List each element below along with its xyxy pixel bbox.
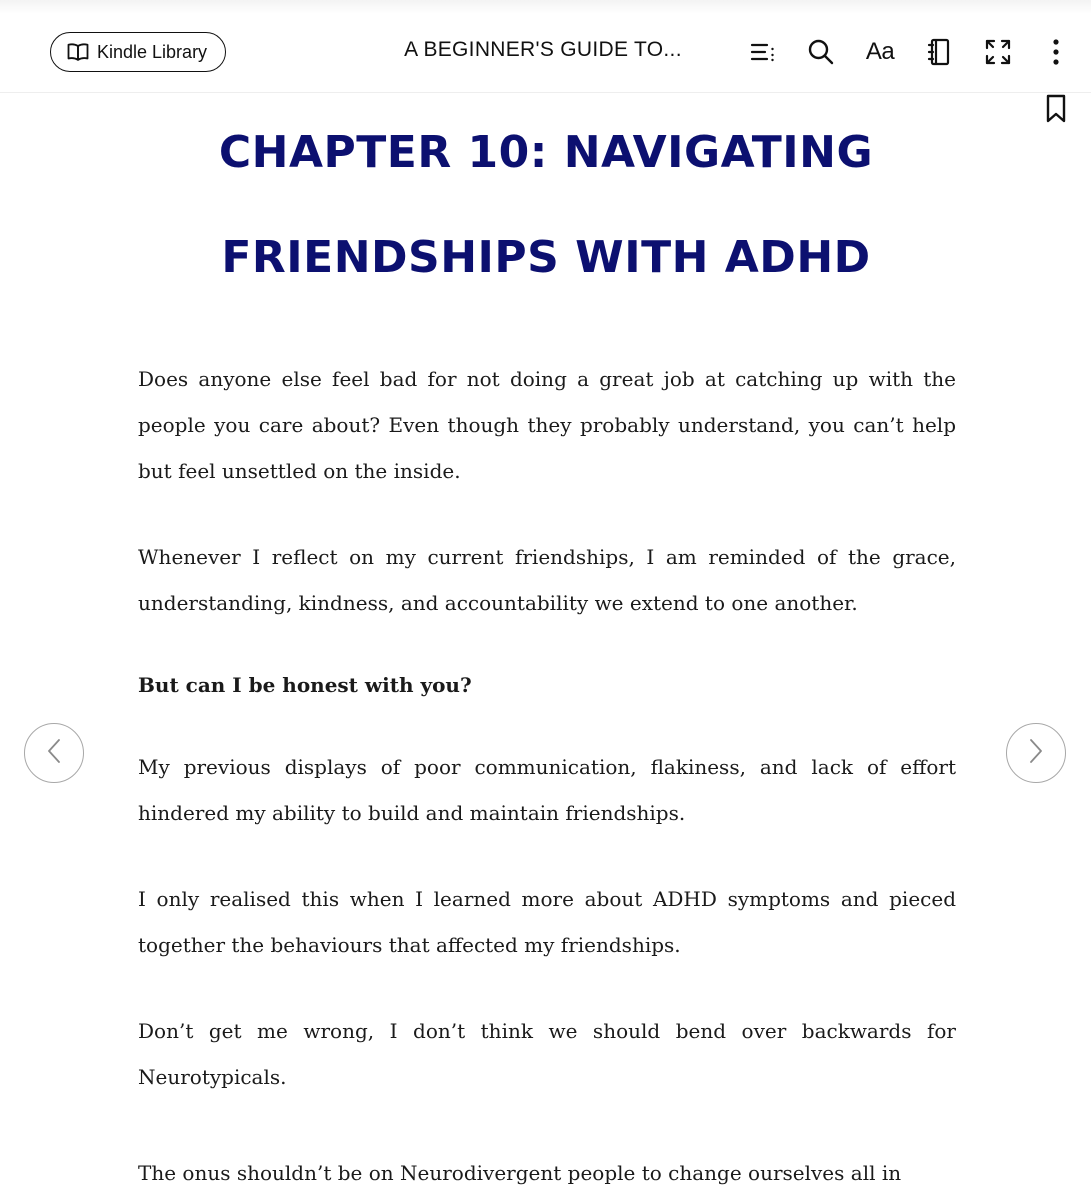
chapter-title-line-2: FRIENDSHIPS WITH ADHD bbox=[221, 232, 871, 283]
paragraph: Whenever I reflect on my current friendships, I am reminded of the grace, understanding, kindness, and accountability we extend to one another. bbox=[138, 545, 956, 615]
notebook-icon[interactable] bbox=[921, 34, 957, 70]
chevron-left-icon bbox=[47, 738, 61, 769]
chapter-title-line-1: CHAPTER 10: NAVIGATING bbox=[218, 127, 874, 178]
paragraph: I only realised this when I learned more about ADHD symptoms and pieced together the behaviours that affected my friendships. bbox=[138, 887, 956, 957]
paragraph-bold: But can I be honest with you? bbox=[138, 673, 472, 697]
page-body bbox=[138, 356, 956, 1196]
more-options-icon[interactable] bbox=[1038, 34, 1074, 70]
font-settings-label: Aa bbox=[865, 38, 895, 65]
fullscreen-icon[interactable] bbox=[980, 34, 1016, 70]
reader-toolbar bbox=[0, 14, 1091, 93]
chapter-title bbox=[140, 100, 952, 310]
book-open-icon bbox=[67, 43, 89, 61]
font-settings-icon[interactable] bbox=[862, 34, 898, 70]
kindle-library-label: Kindle Library bbox=[97, 41, 208, 62]
paragraph: Does anyone else feel bad for not doing a great job at catching up with the people you care about? Even though they probably understand, you can’t help but feel unsettled on the inside. bbox=[138, 367, 956, 483]
next-page-button[interactable] bbox=[1006, 723, 1066, 783]
previous-page-button[interactable] bbox=[24, 723, 84, 783]
book-title: A BEGINNER'S GUIDE TO... bbox=[404, 38, 682, 61]
chevron-right-icon bbox=[1029, 738, 1043, 769]
paragraph: My previous displays of poor communication, flakiness, and lack of effort hindered my ability to build and maintain friendships. bbox=[138, 755, 956, 825]
paragraph: The onus shouldn’t be on Neurodivergent people to change ourselves all in bbox=[138, 1161, 902, 1185]
contents-icon[interactable] bbox=[745, 34, 781, 70]
search-icon[interactable] bbox=[803, 34, 839, 70]
top-shadow bbox=[0, 0, 1091, 14]
kindle-library-button[interactable] bbox=[50, 32, 226, 72]
paragraph: Don’t get me wrong, I don’t think we should bend over backwards for Neurotypicals. bbox=[138, 1019, 956, 1089]
bookmark-icon[interactable] bbox=[1044, 94, 1068, 124]
